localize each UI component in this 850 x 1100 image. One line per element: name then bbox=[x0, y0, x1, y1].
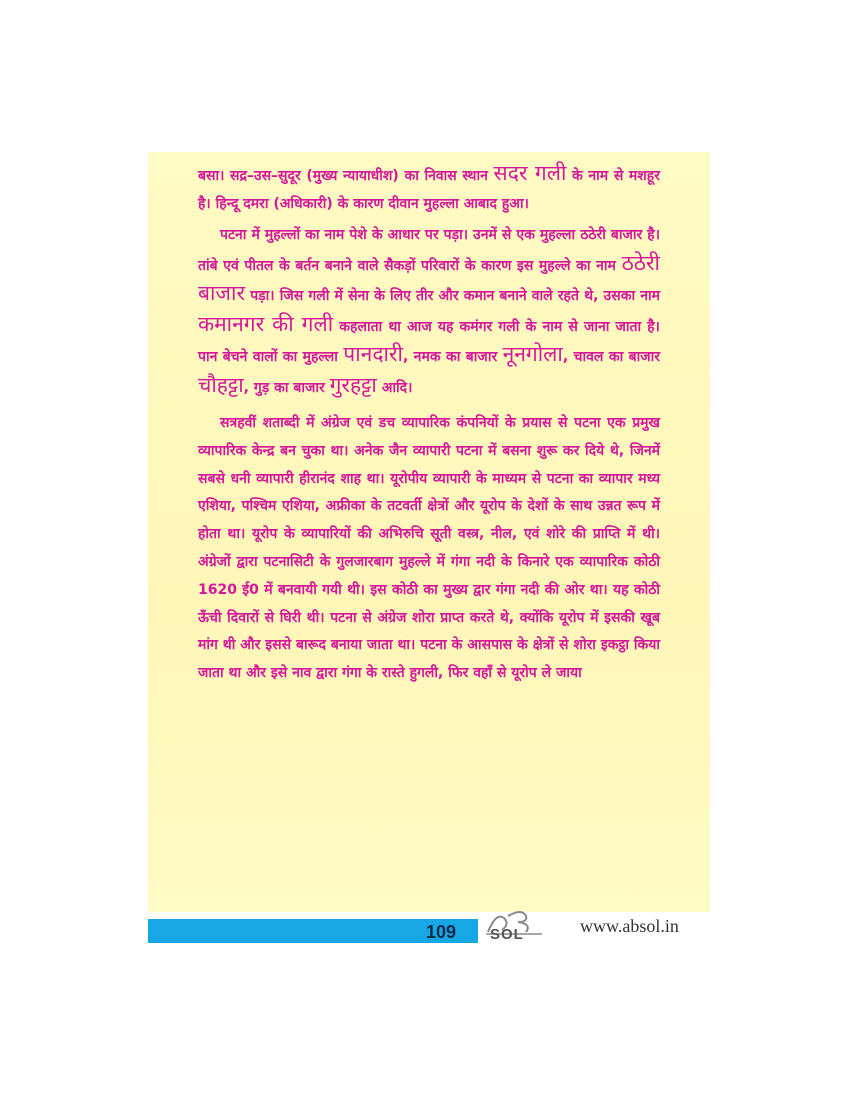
text-run: पटना में मुहल्लों का नाम पेशे के आधार पर पड़ा। उनमें से एक मुहल्ला ठठेरी बाजार है। तांबे एवं पीतल के बर्तन बनाने वाले सैकड़ों परिवारों के कारण इस मुहल्ले का नाम bbox=[198, 227, 660, 274]
text-run: बसा। सद्र–उस–सुदूर (मुख्य न्यायाधीश) का निवास स्थान bbox=[198, 168, 494, 184]
paragraph: सत्रहवीं शताब्दी में अंग्रेज एवं डच व्यापारिक कंपनियों के प्रयास से पटना एक प्रमुख व्यापारिक केन्द्र बन चुका था। अनेक जैन व्यापारी पटना में बसना शुरू कर दिये थे, जिनमें सबसे धनी व्यापारी हीरानंद शाह था। यूरोपीय व्यापारी के माध्यम से पटना का व्यापार मध्य एशिया, पश्चिम एशिया, अफ्रीका के तटवर्ती क्षेत्रों और यूरोप के देशों के साथ उन्नत रूप में होता था। यूरोप के व्यापारियों की अभिरुचि सूती वस्त्र, नील, एवं शोरे की प्राप्ति में थी। अंग्रेजों द्वारा पटनासिटी के गुलजारबाग मुहल्ले में गंगा नदी के किनारे एक व्यापारिक कोठी 1620 ई0 में बनवायी गयी थी। इस कोठी का मुख्य द्वार गंगा नदी की ओर था। यह कोठी ऊँची दिवारों से घिरी थी। पटना से अंग्रेज शोरा प्राप्त करते थे, क्योंकि यूरोप में इसकी खूब मांग थी और इससे बारूद बनाया जाता था। पटना के आसपास के क्षेत्रों से शोरा इकट्ठा किया जाता था और इसे नाव द्वारा गंगा के रास्ते हुगली, फिर वहाँ से यूरोप ले जाया bbox=[198, 415, 660, 682]
text-run: कहलाता था आज यह कमंगर गली के नाम से जाना जाता है। पान बेचने वालों का मुहल्ला bbox=[198, 318, 660, 365]
highlighted-place-name: पानदारी bbox=[343, 342, 403, 366]
highlighted-place-name: कमानगर की गली bbox=[198, 311, 334, 336]
text-run: , चावल का बाजार bbox=[562, 349, 660, 365]
text-run: , गुड़ का बाजार bbox=[243, 379, 330, 396]
text-run: के नाम से मशहूर है। हिन्दू दमरा (अधिकारी) के कारण दीवान मुहल्ला आबाद हुआ। bbox=[198, 168, 660, 212]
page-number: 109 bbox=[425, 922, 457, 942]
highlighted-place-name: सदर गली bbox=[493, 161, 567, 185]
site-url[interactable]: www.absol.in bbox=[580, 916, 679, 936]
paragraph bbox=[198, 160, 660, 218]
text-run: आदि। bbox=[376, 379, 413, 396]
highlighted-place-name: नूनगोला bbox=[502, 342, 563, 366]
highlighted-place-name: ठठेरी बाजार bbox=[198, 250, 660, 305]
highlighted-place-name: गुरहट्टा bbox=[329, 372, 377, 397]
text-run: पड़ा। जिस गली में सेना के लिए तीर और कमान बनाने वाले रहते थे, उसका नाम bbox=[245, 288, 660, 304]
highlighted-place-name: चौहट्टा bbox=[198, 372, 244, 397]
paragraph bbox=[198, 222, 660, 402]
text-run: , नमक का बाजार bbox=[402, 349, 503, 365]
logo-text: SOL bbox=[490, 926, 524, 943]
body-text bbox=[198, 160, 660, 688]
